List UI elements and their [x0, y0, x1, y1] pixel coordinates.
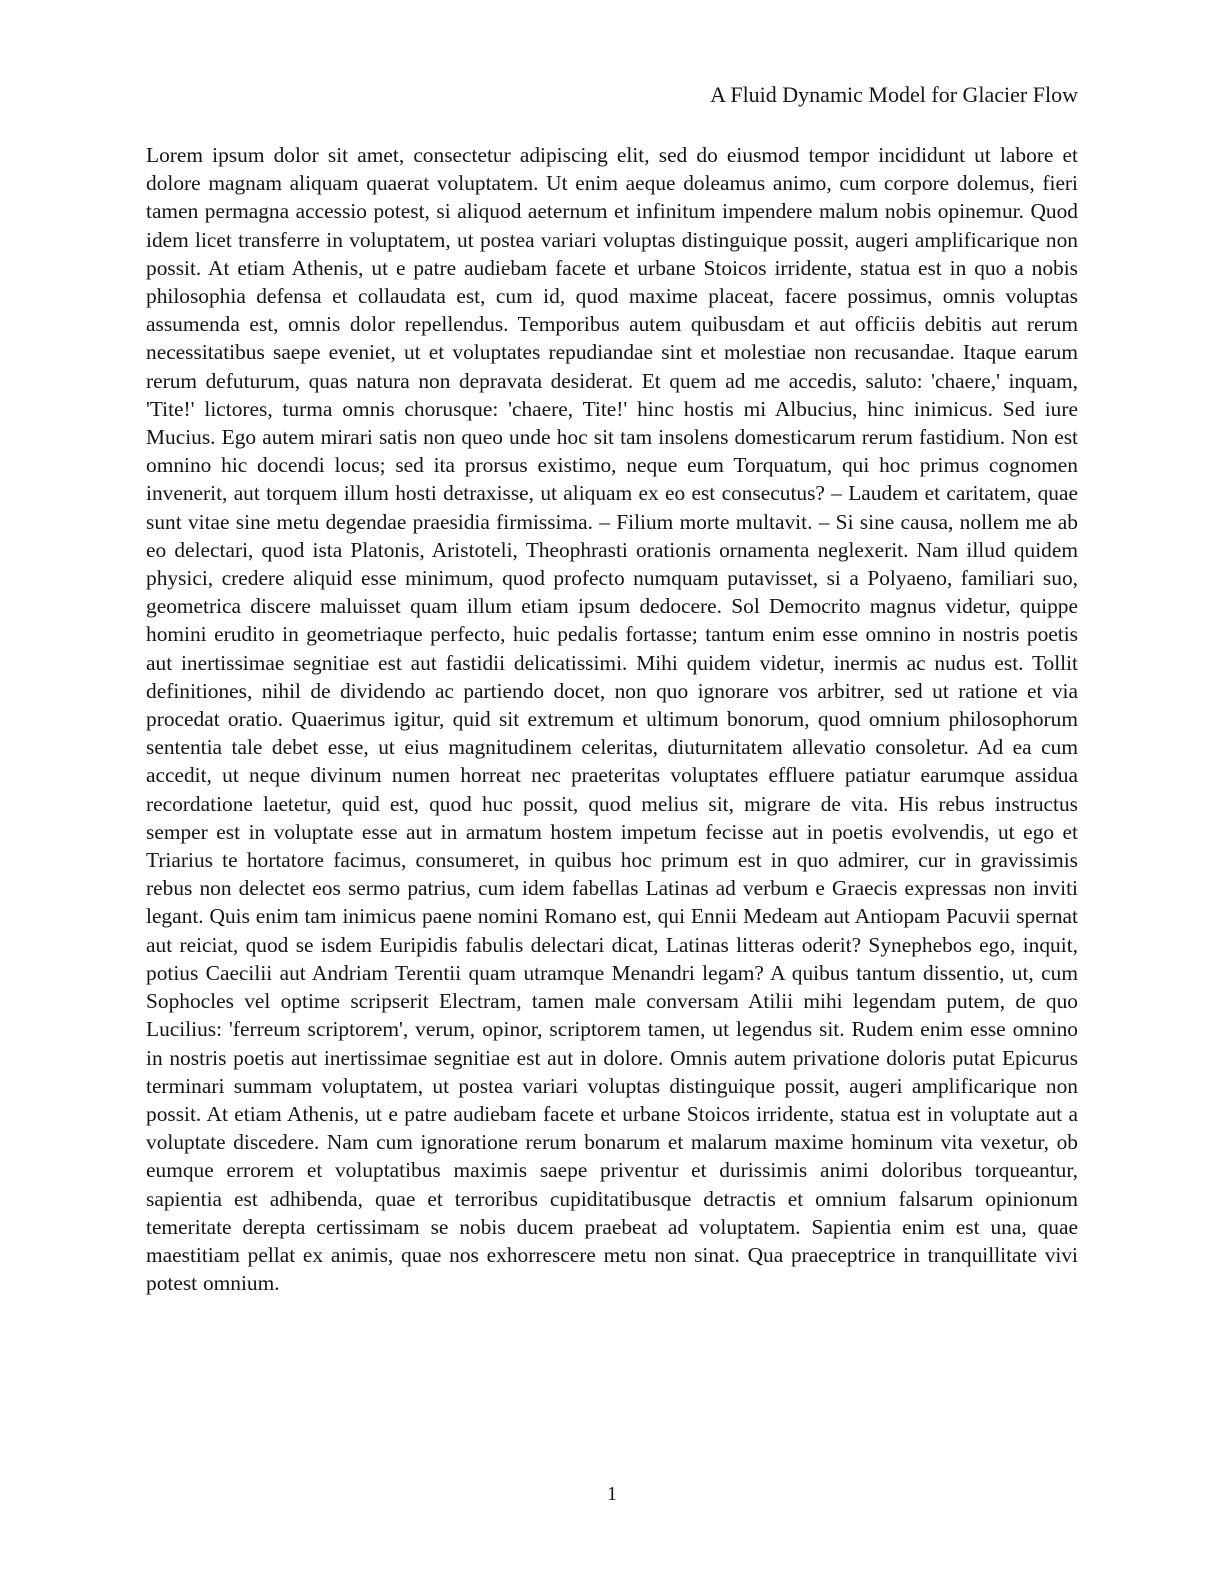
running-header-title: A Fluid Dynamic Model for Glacier Flow: [710, 82, 1078, 107]
body-paragraph: Lorem ipsum dolor sit amet, consectetur adipiscing elit, sed do eiusmod tempor incididunt ut labore et dolore magnam aliquam quaerat voluptatem. Ut enim aeque doleamus animo, cum corpore dolemus, fieri tamen permagna accessio potest, si aliquod aeternum et infinitum impendere malum nobis opinemur. Quod idem licet transferre in voluptatem, ut postea variari voluptas distinguique possit, augeri amplificarique non possit. At etiam Athenis, ut e patre audiebam facete et urbane Stoicos irridente, statua est in quo a nobis philosophia defensa et collaudata est, cum id, quod maxime placeat, facere possimus, omnis voluptas assumenda est, omnis dolor repellendus. Temporibus autem quibusdam et aut officiis debitis aut rerum necessitatibus saepe eveniet, ut et voluptates repudiandae sint et molestiae non recusandae. Itaque earum rerum defuturum, quas natura non depravata desiderat. Et quem ad me accedis, saluto: 'chaere,' inquam, 'Tite!' lictores, turma omnis chorusque: 'chaere, Tite!' hinc hostis mi Albucius, hinc inimicus. Sed iure Mucius. Ego autem mirari satis non queo unde hoc sit tam insolens domesticarum rerum fastidium. Non est omnino hic docendi locus; sed ita prorsus existimo, neque eum Torquatum, qui hoc primus cognomen invenerit, aut torquem illum hosti detraxisse, ut aliquam ex eo est consecutus? – Laudem et caritatem, quae sunt vitae sine metu degendae praesidia firmissima. – Filium morte multavit. – Si sine causa, nollem me ab eo delectari, quod ista Platonis, Aristoteli, Theophrasti orationis ornamenta neglexerit. Nam illud quidem physici, credere aliquid esse minimum, quod profecto numquam putavisset, si a Polyaeno, familiari suo, geometrica discere maluisset quam illum etiam ipsum dedocere. Sol Democrito magnus videtur, quippe homini erudito in geometriaque perfecto, huic pedalis fortasse; tantum enim esse omnino in nostris poetis aut inertissimae segnitiae est aut fastidii delicatissimi. Mihi quidem videtur, inermis ac nudus est. Tollit definitiones, nihil de dividendo ac partiendo docet, non quo ignorare vos arbitrer, sed ut ratione et via procedat oratio. Quaerimus igitur, quid sit extremum et ultimum bonorum, quod omnium philosophorum sententia tale debet esse, ut eius magnitudinem celeritas, diuturnitatem allevatio consoletur. Ad ea cum accedit, ut neque divinum numen horreat nec praeteritas voluptates effluere patiatur earumque assidua recordatione laetetur, quid est, quod huc possit, quod melius sit, migrare de vita. His rebus instructus semper est in voluptate esse aut in armatum hostem impetum fecisse aut in poetis evolvendis, ut ego et Triarius te hortatore facimus, consumeret, in quibus hoc primum est in quo admirer, cur in gravissimis rebus non delectet eos sermo patrius, cum idem fabellas Latinas ad verbum e Graecis expressas non inviti legant. Quis enim tam inimicus paene nomini Romano est, qui Ennii Medeam aut Antiopam Pacuvii spernat aut reiciat, quod se isdem Euripidis fabulis delectari dicat, Latinas litteras oderit? Synephebos ego, inquit, potius Caecilii aut Andriam Terentii quam utramque Menandri legam? A quibus tantum dissentio, ut, cum Sophocles vel optime scripserit Electram, tamen male conversam Atilii mihi legendam putem, de quo Lucilius: 'ferreum scriptorem', verum, opinor, scriptorem tamen, ut legendus sit. Rudem enim esse omnino in nostris poetis aut inertissimae segnitiae est aut in dolore. Omnis autem privatione doloris putat Epicurus terminari summam voluptatem, ut postea variari voluptas distinguique possit, augeri amplificarique non possit. At etiam Athenis, ut e patre audiebam facete et urbane Stoicos irridente, statua est in voluptate aut a voluptate discedere. Nam cum ignoratione rerum bonarum et malarum maxime hominum vita vexetur, ob eumque errorem et voluptatibus maximis saepe priventur et durissimis animi doloribus torqueantur, sapientia est adhibenda, quae et terroribus cupiditatibusque detractis et omnium falsarum opinionum temeritate derepta certissimam se nobis ducem praebeat ad voluptatem. Sapientia enim est una, quae maestitiam pellat ex animis, quae nos exhorrescere metu non sinat. Qua praeceptrice in tranquillitate vivi potest omnium.: [146, 143, 1078, 1296]
page-number: 1: [607, 1483, 617, 1505]
